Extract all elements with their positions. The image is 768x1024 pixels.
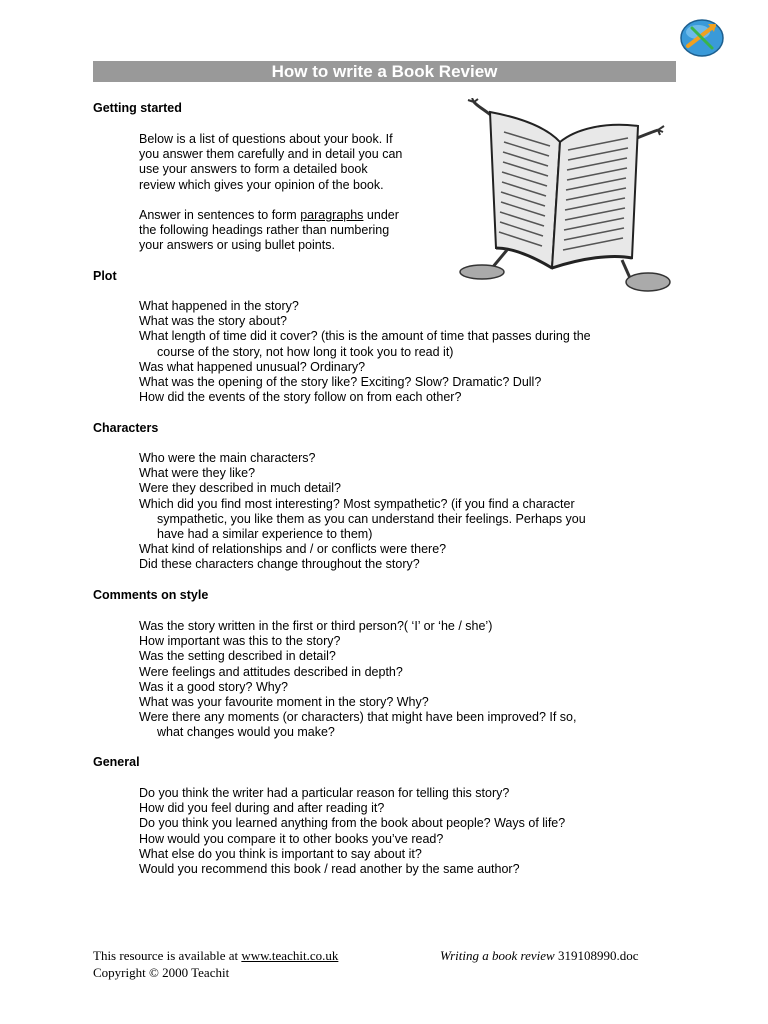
question: What else do you think is important to say about it?	[139, 846, 422, 861]
getting-started-heading: Getting started	[93, 101, 182, 115]
page-title: How to write a Book Review	[93, 61, 676, 82]
question: Who were the main characters?	[139, 451, 316, 465]
question: Was the setting described in detail?	[139, 649, 336, 664]
answer-text: Answer in sentences to form	[139, 208, 301, 222]
question-continuation: course of the story, not how long it took you to read it)	[157, 344, 454, 359]
question: How did the events of the story follow on from each other?	[139, 390, 462, 405]
style-heading: Comments on style	[93, 588, 209, 602]
question: Were there any moments (or characters) that might have been improved? If so,	[139, 710, 577, 725]
intro-line: review which gives your opinion of the book.	[139, 177, 384, 192]
intro-paragraph	[139, 132, 402, 193]
answer-line	[139, 208, 399, 223]
question: What kind of relationships and / or conflicts were there?	[139, 542, 447, 557]
open-book-illustration	[452, 98, 674, 294]
answer-text: under	[363, 208, 399, 222]
question: Were they described in much detail?	[139, 481, 341, 496]
answer-line: the following headings rather than numbering	[139, 223, 390, 238]
question: Did these characters change throughout the story?	[139, 557, 420, 572]
footer-document	[440, 947, 638, 964]
style-questions	[139, 619, 576, 741]
question: How did you feel during and after reading it?	[139, 801, 385, 816]
question: Was it a good story? Why?	[139, 679, 288, 694]
teachit-logo-icon	[678, 16, 726, 60]
question-continuation: have had a similar experience to them)	[157, 527, 373, 542]
characters-questions	[139, 451, 586, 573]
plot-questions	[139, 299, 591, 405]
plot-heading: Plot	[93, 269, 117, 283]
general-heading: General	[93, 755, 140, 769]
teachit-link[interactable]: www.teachit.co.uk	[241, 948, 339, 963]
question: Was the story written in the first or third person?( ‘I’ or ‘he / she’)	[139, 619, 493, 633]
intro-line: you answer them carefully and in detail you can	[139, 147, 403, 162]
question-continuation: sympathetic, you like them as you can understand their feelings. Perhaps you	[157, 511, 586, 526]
question: Which did you find most interesting? Most sympathetic? (if you find a character	[139, 496, 575, 511]
question: Do you think you learned anything from the book about people? Ways of life?	[139, 816, 566, 831]
general-questions	[139, 786, 565, 877]
question: What happened in the story?	[139, 299, 299, 313]
document-title: Writing a book review	[440, 948, 555, 963]
footer-availability	[93, 947, 338, 964]
paragraphs-link[interactable]: paragraphs	[300, 208, 364, 222]
answer-line: your answers or using bullet points.	[139, 238, 335, 253]
question: What was the story about?	[139, 314, 287, 329]
intro-line: use your answers to form a detailed book	[139, 162, 368, 177]
question: What was the opening of the story like? Exciting? Slow? Dramatic? Dull?	[139, 375, 542, 390]
document-filename: 319108990.doc	[554, 948, 639, 963]
question: Would you recommend this book / read another by the same author?	[139, 862, 520, 877]
question: Were feelings and attitudes described in depth?	[139, 664, 403, 679]
intro-line: Below is a list of questions about your book. If	[139, 132, 393, 146]
footer-text: This resource is available at	[93, 948, 242, 963]
question: What were they like?	[139, 466, 256, 481]
question: What length of time did it cover? (this is the amount of time that passes during the	[139, 329, 591, 344]
question-continuation: what changes would you make?	[157, 725, 335, 740]
footer-copyright: Copyright © 2000 Teachit	[93, 965, 230, 980]
characters-heading: Characters	[93, 421, 159, 435]
question: How important was this to the story?	[139, 634, 341, 649]
question: How would you compare it to other books you’ve read?	[139, 831, 444, 846]
question: What was your favourite moment in the story? Why?	[139, 695, 429, 710]
answer-paragraph	[139, 208, 399, 254]
question: Do you think the writer had a particular reason for telling this story?	[139, 786, 510, 800]
question: Was what happened unusual? Ordinary?	[139, 359, 366, 374]
